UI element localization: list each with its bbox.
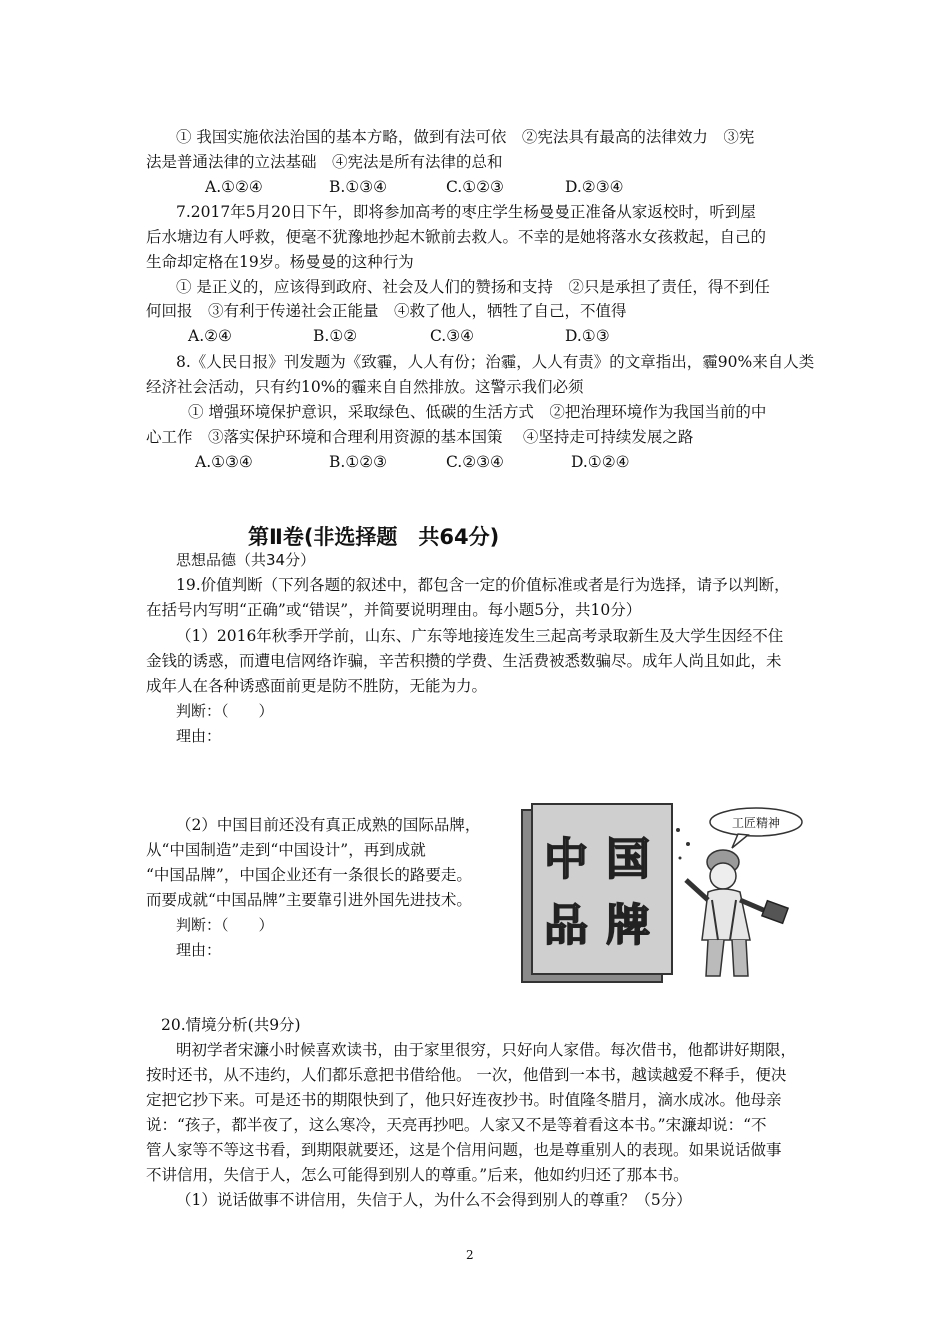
sign-char-4: 牌: [606, 900, 650, 951]
q6-options-line1: ① 我国实施依法治国的基本方略，做到有法可依 ②宪法具有最高的法律效力 ③宪: [176, 128, 755, 146]
q20-para-line5: 管人家等不等这书看，到期限就要还，这是个信用问题，也是尊重别人的表现。如果说话做事: [146, 1141, 782, 1159]
worker-arm-left: [686, 880, 708, 900]
hammer-icon: [762, 901, 788, 924]
q19-stem-line2: 在括号内写明“正确”或“错误”，并简要说明理由。每小题5分，共10分）: [146, 601, 642, 619]
q19-s1-line1: （1）2016年秋季开学前，山东、广东等地接连发生三起高考录取新生及大学生因经不住: [176, 627, 784, 645]
bubble-text: 工匠精神: [731, 816, 781, 830]
q19-s1-reason: 理由：: [176, 727, 222, 745]
q20-para-line1: 明初学者宋濂小时候喜欢读书，由于家里很穷，只好向人家借。每次借书，他都讲好期限，: [176, 1041, 797, 1059]
q7-stem-line2: 后水塘边有人呼救，便毫不犹豫地抄起木锨前去救人。不幸的是她将落水女孩救起，自己的: [146, 228, 767, 246]
q20-para-line3: 定把它抄下来。可是还书的期限快到了，他只好连夜抄书。时值隆冬腊月，滴水成冰。他母亲: [146, 1091, 782, 1109]
q8-choice-a: A.①③④: [195, 453, 253, 471]
q7-choice-b: B.①②: [313, 327, 358, 345]
q6-options-line2: 法是普通法律的立法基础 ④宪法是所有法律的总和: [146, 153, 503, 171]
q8-options-line1: ① 增强环境保护意识，采取绿色、低碳的生活方式 ②把治理环境作为我国当前的中: [188, 403, 767, 421]
q8-choice-b: B.①②③: [329, 453, 388, 471]
part2-subtitle: 思想品德（共34分）: [176, 551, 316, 569]
q8-choice-c: C.②③④: [446, 453, 504, 471]
q8-options-line2: 心工作 ③落实保护环境和合理利用资源的基本国策 ④坚持走可持续发展之路: [146, 428, 694, 446]
q7-options-line2: 何回报 ③有利于传递社会正能量 ④救了他人，牺牲了自己，不值得: [146, 302, 627, 320]
worker-legs: [706, 940, 748, 976]
sign-char-2: 国: [606, 834, 650, 885]
worker-body: [702, 889, 750, 940]
q19-s2-line2: 从“中国制造”走到“中国设计”，再到成就: [146, 841, 426, 859]
q6-choice-c: C.①②③: [446, 178, 504, 196]
q20-para-line2: 按时还书，从不违约，人们都乐意把书借给他。 一次，他借到一本书，越读越爱不释手，便决: [146, 1066, 787, 1084]
page-number: 2: [466, 1248, 474, 1262]
part2-title: 第Ⅱ卷(非选择题 共64分): [248, 525, 500, 549]
q7-choice-c: C.③④: [430, 327, 475, 345]
q6-choice-b: B.①③④: [329, 178, 388, 196]
q7-stem-line1: 7.2017年5月20日下午，即将参加高考的枣庄学生杨曼曼正准备从家返校时，听到屋: [176, 203, 756, 221]
q7-stem-line3: 生命却定格在19岁。杨曼曼的这种行为: [146, 253, 414, 271]
q7-choice-a: A.②④: [188, 327, 232, 345]
q19-s1-judge: 判断：（ ）: [176, 702, 274, 720]
q8-stem-line2: 经济社会活动，只有约10%的霾来自自然排放。这警示我们必须: [146, 378, 584, 396]
q7-options-line1: ① 是正义的，应该得到政府、社会及人们的赞扬和支持 ②只是承担了责任，得不到任: [176, 278, 770, 296]
q19-s1-line3: 成年人在各种诱惑面前更是防不胜防，无能为力。: [146, 677, 488, 695]
q7-choice-d: D.①③: [565, 327, 610, 345]
q19-s2-reason: 理由：: [176, 941, 222, 959]
q20-question-1: （1）说话做事不讲信用，失信于人，为什么不会得到别人的尊重？（5分）: [176, 1191, 692, 1209]
q19-s2-line3: “中国品牌”，中国企业还有一条很长的路要走。: [146, 866, 472, 884]
q8-choice-d: D.①②④: [571, 453, 630, 471]
q8-stem-line1: 8.《人民日报》刊发题为《致霾，人人有份；治霾，人人有责》的文章指出，霾90%来自人类: [176, 353, 815, 371]
q6-choice-d: D.②③④: [565, 178, 624, 196]
sign-char-3: 品: [544, 900, 588, 951]
q6-choice-a: A.①②④: [205, 178, 263, 196]
q20-para-line4: 说：“孩子，都半夜了，这么寒冷，天亮再抄吧。人家又不是等着看这本书。”宋濂却说：“不: [146, 1116, 767, 1134]
q20-para-line6: 不讲信用，失信于人，怎么可能得到别人的尊重。”后来，他如约归还了那本书。: [146, 1166, 689, 1184]
q20-title: 20.情境分析(共9分): [161, 1016, 301, 1034]
q19-stem-line1: 19.价值判断（下列各题的叙述中，都包含一定的价值标准或者是行为选择，请予以判断，: [176, 576, 790, 594]
worker-head: [710, 863, 736, 889]
q19-s2-line4: 而要成就“中国品牌”主要靠引进外国先进技术。: [146, 891, 472, 909]
q19-s2-judge: 判断：（ ）: [176, 916, 274, 934]
sign-char-1: 中: [544, 834, 588, 885]
craftsman-cartoon: [518, 800, 818, 985]
q19-s1-line2: 金钱的诱惑，而遭电信网络诈骗，辛苦积攒的学费、生活费被悉数骗尽。成年人尚且如此，未: [146, 652, 782, 670]
q19-s2-line1: （2）中国目前还没有真正成熟的国际品牌，: [176, 816, 481, 834]
